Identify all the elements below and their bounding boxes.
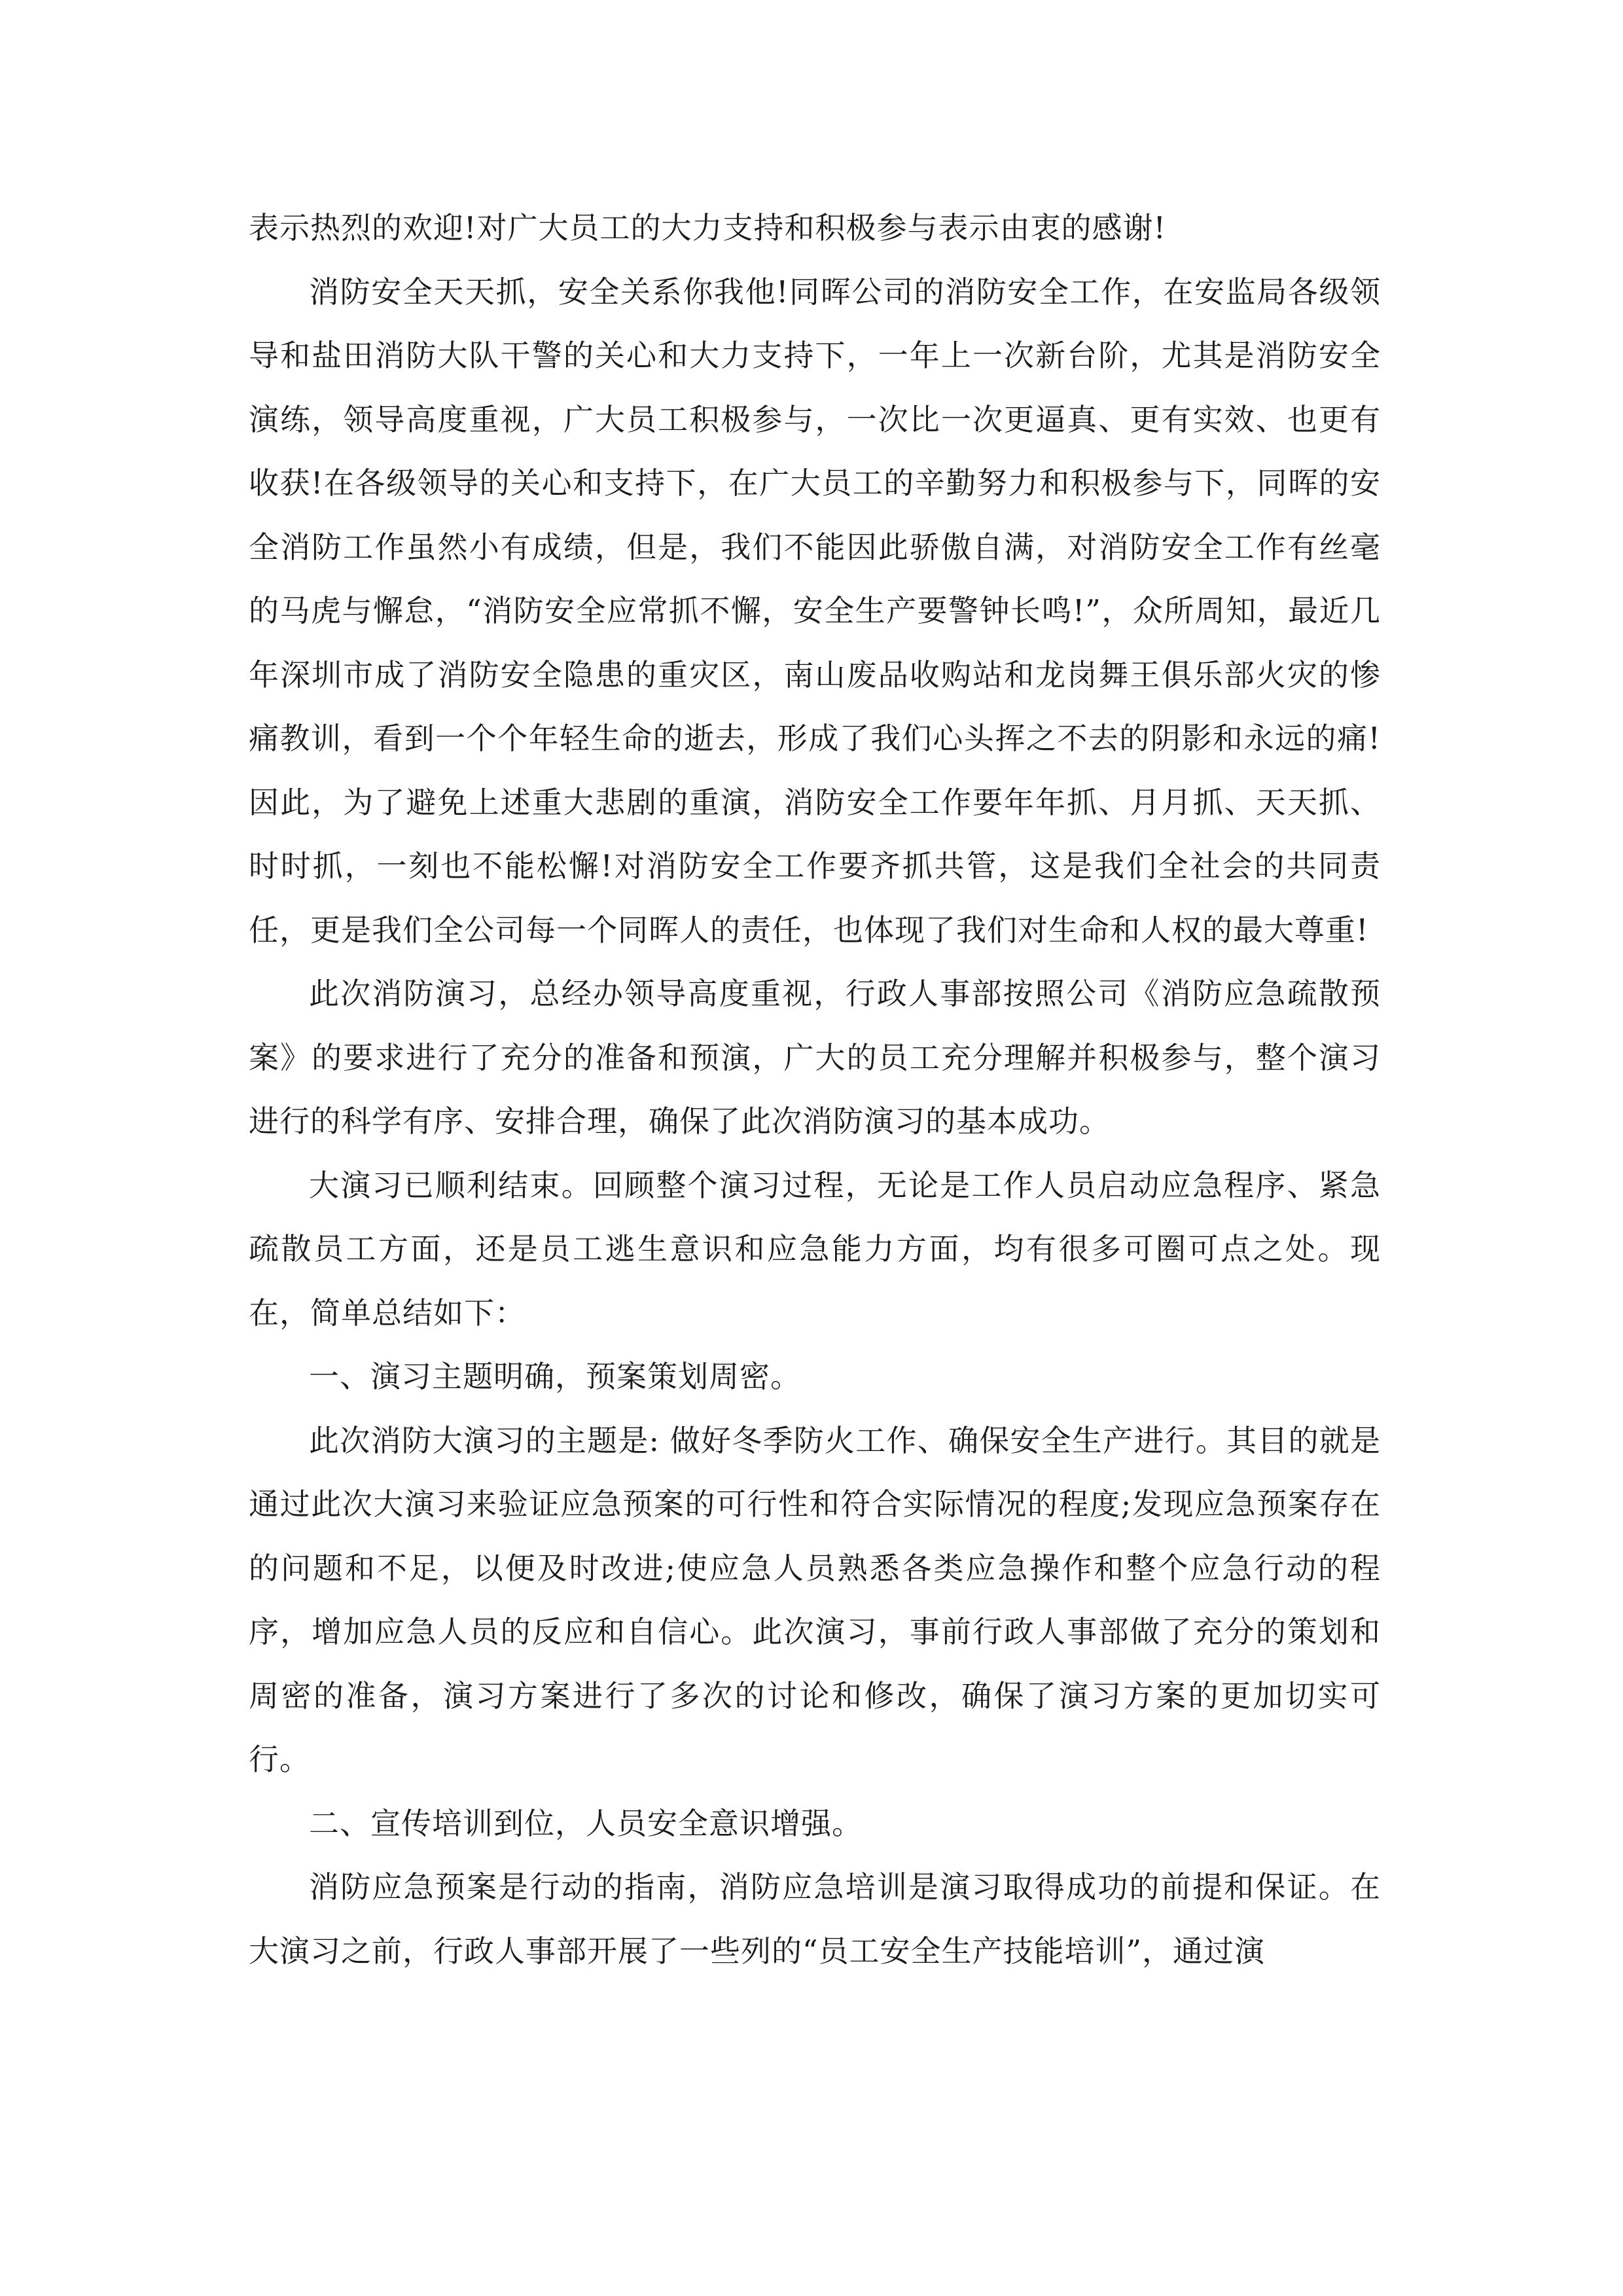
paragraph-drill-overview: 此次消防演习，总经办领导高度重视，行政人事部按照公司《消防应急疏散预案》的要求进行了充分的准备和预演，广大的员工充分理解并积极参与，整个演习进行的科学有序、安排合理，确保了此次消防演习的基本成功。 (249, 976, 1381, 1139)
section-heading-1: 一、演习主题明确，预案策划周密。 (309, 1359, 801, 1394)
paragraph-welcome: 表示热烈的欢迎!对广大员工的大力支持和积极参与表示由衷的感谢! (249, 210, 1166, 245)
paragraph-fire-safety-daily: 消防安全天天抓，安全关系你我他!同晖公司的消防安全工作，在安监局各级领导和盐田消防大队干警的关心和大力支持下，一年上一次新台阶，尤其是消防安全演练，领导高度重视，广大员工积极参与，一次比一次更逼真、更有实效、也更有收获!在各级领导的关心和支持下，在广大员工的辛勤努力和积极参与下，同晖的安全消防工作虽然小有成绩，但是，我们不能因此骄傲自满，对消防安全工作有丝毫的马虎与懈怠，“消防安全应常抓不懈，安全生产要警钟长鸣!”，众所周知，最近几年深圳市成了消防安全隐患的重灾区，南山废品收购站和龙岗舞王俱乐部火灾的惨痛教训，看到一个个年轻生命的逝去，形成了我们心头挥之不去的阴影和永远的痛!因此，为了避免上述重大悲剧的重演，消防安全工作要年年抓、月月抓、天天抓、时时抓，一刻也不能松懈!对消防安全工作要齐抓共管，这是我们全社会的共同责任，更是我们全公司每一个同晖人的责任，也体现了我们对生命和人权的最大尊重! (249, 274, 1381, 948)
document-body (249, 196, 1381, 1983)
section-heading-2: 二、宣传培训到位，人员安全意识增强。 (309, 1805, 863, 1841)
paragraph-training: 消防应急预案是行动的指南，消防应急培训是演习取得成功的前提和保证。在大演习之前，行政人事部开展了一些列的“员工安全生产技能培训”，通过演 (249, 1869, 1381, 1969)
paragraph-drill-review: 大演习已顺利结束。回顾整个演习过程，无论是工作人员启动应急程序、紧急疏散员工方面，还是员工逃生意识和应急能力方面，均有很多可圈可点之处。现在，简单总结如下： (249, 1167, 1381, 1331)
paragraph-drill-theme: 此次消防大演习的主题是: 做好冬季防火工作、确保安全生产进行。其目的就是通过此次大演习来验证应急预案的可行性和符合实际情况的程度;发现应急预案存在的问题和不足，以便及时改进;使应急人员熟悉各类应急操作和整个应急行动的程序，增加应急人员的反应和自信心。此次演习，事前行政人事部做了充分的策划和周密的准备，演习方案进行了多次的讨论和修改，确保了演习方案的更加切实可行。 (249, 1422, 1381, 1777)
